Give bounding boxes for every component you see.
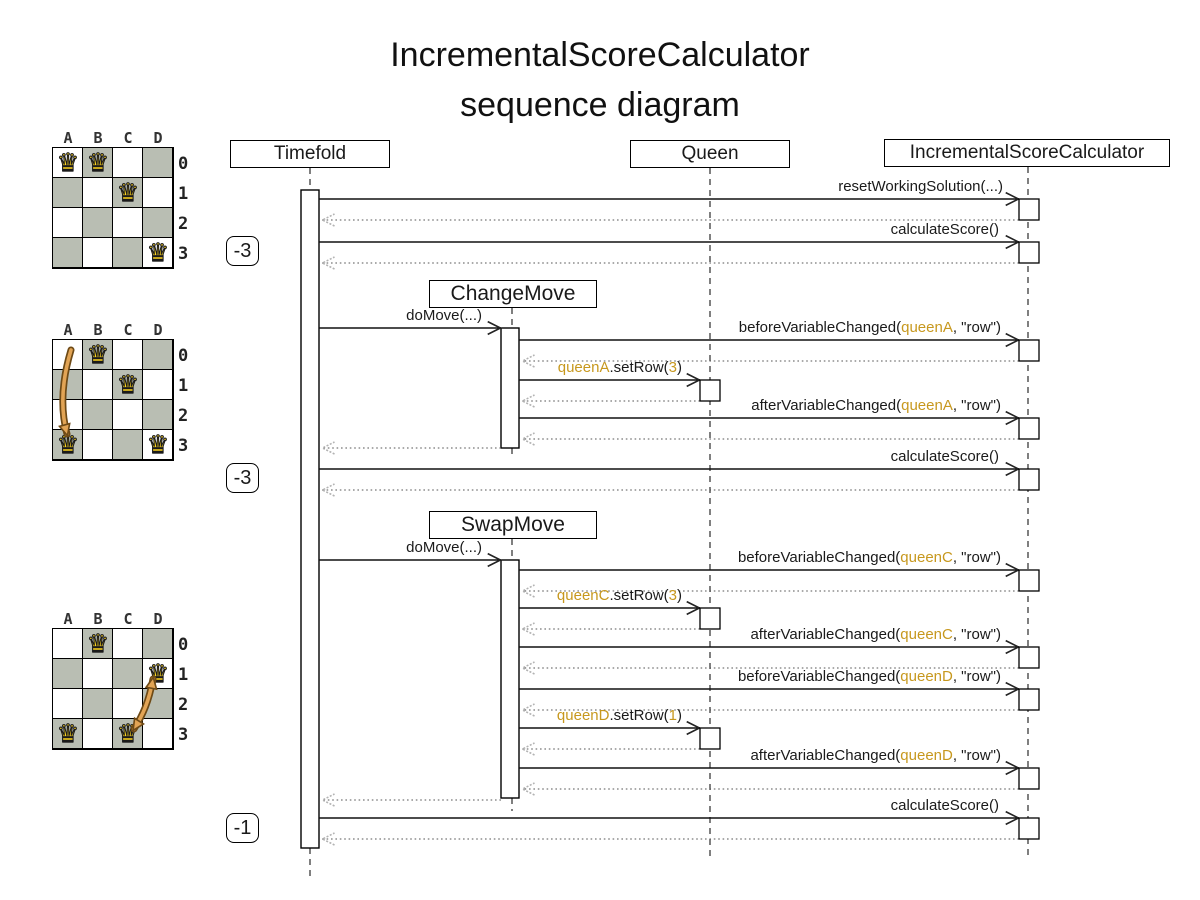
- score-value: -3: [233, 466, 252, 489]
- message-label-accent: queenA: [901, 397, 953, 414]
- message-label: [891, 221, 999, 238]
- board-cell: [83, 238, 113, 268]
- score-value: -3: [233, 239, 252, 262]
- message-label-accent: queenD: [900, 747, 953, 764]
- board-row-label: 3: [178, 436, 189, 456]
- message-label-text: doMove(...): [406, 307, 482, 324]
- activation-box: [1019, 199, 1039, 220]
- message-label-accent: 3: [668, 359, 677, 376]
- message-label-text: ): [677, 707, 682, 724]
- lifeline-label: Queen: [681, 143, 739, 164]
- message-label: [406, 539, 482, 556]
- queen-icon: ♛: [116, 179, 140, 207]
- message-label-text: , "row"): [952, 747, 1001, 764]
- board-cell: [143, 178, 173, 208]
- board-column-label: C: [123, 610, 133, 628]
- lifeline-header-queen: [630, 140, 790, 168]
- diagram-title-line2: sequence diagram: [460, 86, 740, 124]
- board-cell: [53, 208, 83, 238]
- board-cell: [53, 400, 83, 430]
- activation-box: [1019, 689, 1039, 710]
- board-cell: [53, 629, 83, 659]
- board-column-label: B: [93, 610, 103, 628]
- score-badge: [226, 813, 259, 843]
- activation-box: [1019, 340, 1039, 361]
- message-label-text: afterVariableChanged(: [750, 626, 901, 643]
- board-row-label: 2: [178, 695, 189, 715]
- queen-icon: ♛: [116, 720, 140, 748]
- message-label-accent: queenA: [901, 319, 953, 336]
- board-cell: [83, 400, 113, 430]
- board-row-label: 3: [178, 244, 189, 264]
- chessboard-swapmove: [52, 610, 212, 755]
- board-cell: [113, 238, 143, 268]
- message-label-text: , "row"): [952, 668, 1001, 685]
- board-column-label: D: [153, 321, 163, 339]
- board-row-label: 3: [178, 725, 189, 745]
- board-cell: [53, 659, 83, 689]
- activation-box: [700, 380, 720, 401]
- queen-icon: ♛: [86, 630, 110, 658]
- message-label-text: calculateScore(): [890, 221, 999, 238]
- lifeline-header-incrementalscorecalculator: [884, 139, 1170, 167]
- queen-icon: ♛: [56, 431, 80, 459]
- message-label-text: , "row"): [952, 397, 1001, 414]
- board-cell: [143, 370, 173, 400]
- chessboard-initial: [52, 129, 212, 274]
- chessboard-changemove: [52, 321, 212, 466]
- board-cell: [53, 689, 83, 719]
- message-label-accent: queenD: [900, 668, 953, 685]
- board-cell: [113, 340, 143, 370]
- board-grid: [52, 339, 174, 461]
- message-label-text: .setRow(: [609, 587, 669, 604]
- board-cell: [113, 148, 143, 178]
- message-label-text: , "row"): [952, 319, 1001, 336]
- queen-icon: ♛: [86, 341, 110, 369]
- board-cell: [53, 370, 83, 400]
- board-row-label: 1: [178, 184, 189, 204]
- board-column-label: C: [123, 129, 133, 147]
- board-grid: [52, 147, 174, 269]
- diagram-title-line1: IncrementalScoreCalculator: [390, 36, 810, 74]
- board-column-label: D: [153, 129, 163, 147]
- message-label: [750, 747, 1001, 764]
- board-column-label: A: [63, 610, 73, 628]
- message-label: [557, 587, 682, 604]
- board-cell: [143, 400, 173, 430]
- board-cell: [83, 208, 113, 238]
- activation-bar: [501, 328, 519, 448]
- message-label: [406, 307, 482, 324]
- message-label-text: ): [677, 587, 682, 604]
- board-row-label: 0: [178, 635, 189, 655]
- board-cell: [113, 689, 143, 719]
- message-label-text: beforeVariableChanged(: [738, 319, 902, 336]
- message-label-text: calculateScore(): [890, 797, 999, 814]
- activation-box: [1019, 242, 1039, 263]
- activation-bar: [301, 190, 319, 848]
- message-label-text: beforeVariableChanged(: [737, 668, 901, 685]
- activation-box: [1019, 647, 1039, 668]
- move-label: SwapMove: [461, 513, 565, 536]
- board-cell: [113, 629, 143, 659]
- queen-icon: ♛: [56, 149, 80, 177]
- activation-box: [1019, 418, 1039, 439]
- queen-icon: ♛: [86, 149, 110, 177]
- message-label-accent: queenC: [556, 587, 610, 604]
- board-cell: [83, 719, 113, 749]
- board-cell: [143, 719, 173, 749]
- message-label: [750, 626, 1001, 643]
- board-column-label: A: [63, 129, 73, 147]
- queen-icon: ♛: [146, 431, 170, 459]
- lifeline-header-timefold: [230, 140, 390, 168]
- board-cell: [143, 148, 173, 178]
- message-label-text: , "row"): [952, 549, 1001, 566]
- board-cell: [143, 689, 173, 719]
- message-label-text: afterVariableChanged(: [750, 747, 901, 764]
- activation-box: [1019, 469, 1039, 490]
- message-label-text: .setRow(: [609, 707, 669, 724]
- queen-icon: ♛: [146, 660, 170, 688]
- board-column-label: C: [123, 321, 133, 339]
- message-label: [738, 549, 1001, 566]
- activation-bar: [501, 560, 519, 798]
- board-row-label: 2: [178, 214, 189, 234]
- activation-box: [1019, 818, 1039, 839]
- message-label-text: calculateScore(): [890, 448, 999, 465]
- board-cell: [83, 370, 113, 400]
- lifeline-label: Timefold: [273, 143, 347, 164]
- message-label-text: .setRow(: [609, 359, 669, 376]
- score-value: -1: [233, 816, 252, 839]
- message-label-text: doMove(...): [406, 539, 482, 556]
- message-label: [739, 319, 1001, 336]
- board-cell: [53, 178, 83, 208]
- board-column-label: B: [93, 129, 103, 147]
- lifeline-label: IncrementalScoreCalculator: [909, 142, 1145, 163]
- message-label: [751, 397, 1001, 414]
- board-cell: [113, 208, 143, 238]
- message-label-text: resetWorkingSolution(...): [838, 178, 1003, 195]
- board-cell: [113, 430, 143, 460]
- score-badge: [226, 236, 259, 266]
- score-badge: [226, 463, 259, 493]
- message-label-text: ): [677, 359, 682, 376]
- swapmove-header: [429, 511, 597, 539]
- message-label-accent: 1: [668, 707, 677, 724]
- board-row-label: 1: [178, 376, 189, 396]
- board-cell: [83, 689, 113, 719]
- board-grid: [52, 628, 174, 750]
- message-label: [558, 359, 682, 376]
- board-cell: [113, 659, 143, 689]
- board-cell: [143, 208, 173, 238]
- board-cell: [113, 400, 143, 430]
- activation-box: [700, 728, 720, 749]
- board-cell: [53, 340, 83, 370]
- board-row-label: 2: [178, 406, 189, 426]
- board-cell: [143, 629, 173, 659]
- board-row-label: 1: [178, 665, 189, 685]
- board-cell: [53, 238, 83, 268]
- changemove-header: [429, 280, 597, 308]
- board-column-label: D: [153, 610, 163, 628]
- board-cell: [83, 430, 113, 460]
- message-label-accent: queenD: [556, 707, 610, 724]
- message-label-accent: 3: [668, 587, 677, 604]
- board-cell: [83, 178, 113, 208]
- move-label: ChangeMove: [450, 282, 576, 305]
- queen-icon: ♛: [116, 371, 140, 399]
- board-column-label: A: [63, 321, 73, 339]
- board-cell: [83, 659, 113, 689]
- message-label: [557, 707, 682, 724]
- message-label-text: beforeVariableChanged(: [737, 549, 901, 566]
- message-label-accent: queenA: [557, 359, 610, 376]
- board-row-label: 0: [178, 346, 189, 366]
- message-label: [738, 668, 1001, 685]
- message-label: [891, 448, 999, 465]
- activation-box: [700, 608, 720, 629]
- message-label: [891, 797, 999, 814]
- message-label-text: , "row"): [952, 626, 1001, 643]
- activation-box: [1019, 570, 1039, 591]
- message-label-text: afterVariableChanged(: [751, 397, 902, 414]
- queen-icon: ♛: [146, 239, 170, 267]
- queen-icon: ♛: [56, 720, 80, 748]
- message-label-accent: queenC: [900, 549, 953, 566]
- board-column-label: B: [93, 321, 103, 339]
- message-label-accent: queenC: [900, 626, 953, 643]
- board-cell: [143, 340, 173, 370]
- activation-box: [1019, 768, 1039, 789]
- message-label: [838, 178, 1003, 195]
- board-row-label: 0: [178, 154, 189, 174]
